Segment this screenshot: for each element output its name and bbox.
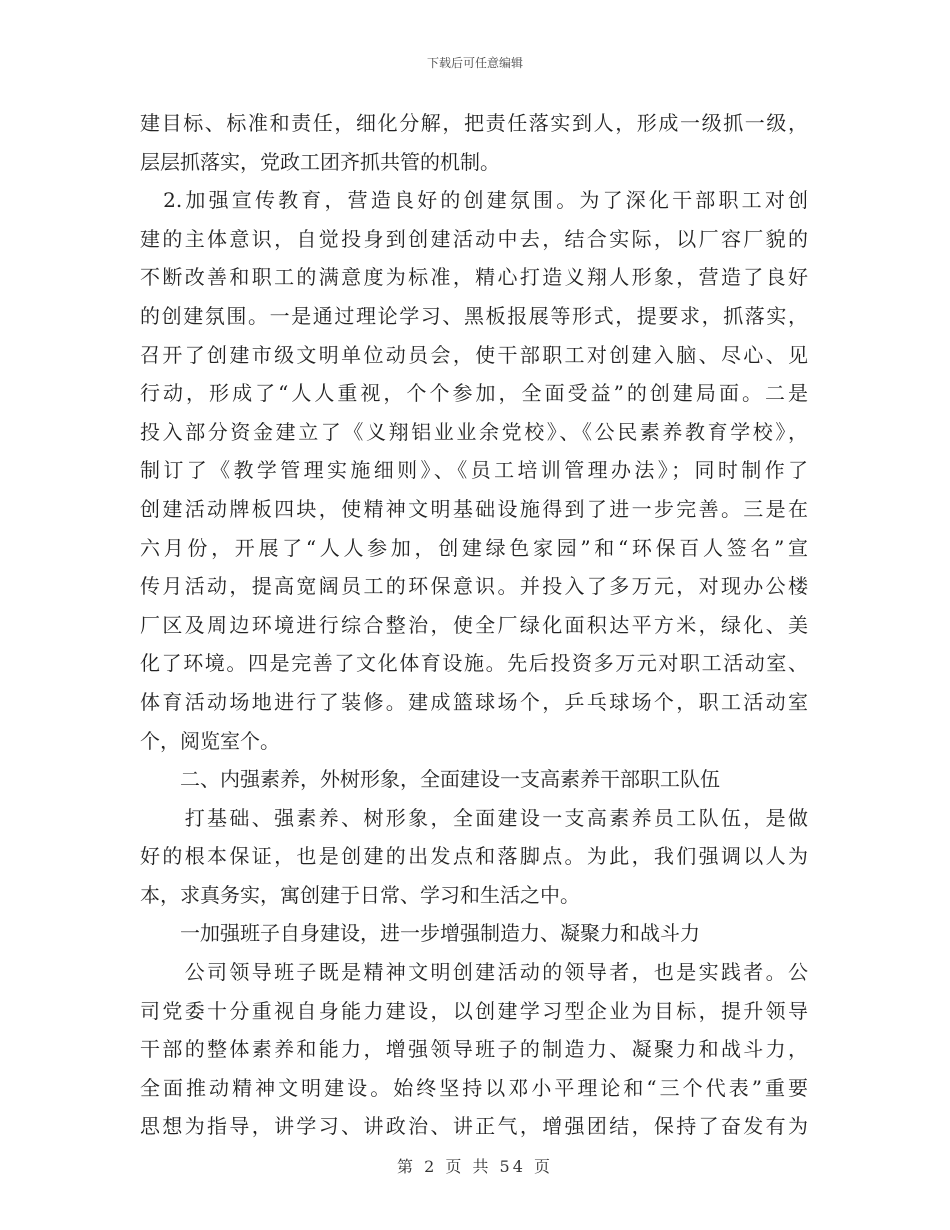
body-line: 好的根本保证，也是创建的出发点和落脚点。为此，我们强调以人为 — [140, 844, 808, 869]
body-line: 体育活动场地进行了装修。建成篮球场个，乒乓球场个，职工活动室 — [140, 689, 808, 714]
body-line: 二、内强素养，外树形象，全面建设一支高素养干部职工队伍 — [140, 767, 720, 792]
body-line: 公司领导班子既是精神文明创建活动的领导者，也是实践者。公 — [140, 960, 808, 985]
body-line: 本，求真务实，寓创建于日常、学习和生活之中。 — [140, 882, 580, 907]
body-line: 厂区及周边环境进行综合整治，使全厂绿化面积达平方米，绿化、美 — [140, 612, 808, 637]
body-line: 2.加强宣传教育，营造良好的创建氛围。为了深化干部职工对创 — [140, 188, 808, 213]
body-line: 建的主体意识，自觉投身到创建活动中去，结合实际，以厂容厂貌的 — [140, 226, 808, 251]
body-line: 一加强班子自身建设，进一步增强制造力、凝聚力和战斗力 — [140, 921, 700, 946]
body-line: 创建活动牌板四块，使精神文明基础设施得到了进一步完善。三是在 — [140, 496, 808, 521]
body-line: 召开了创建市级文明单位动员会，使干部职工对创建入脑、尽心、见 — [140, 342, 808, 367]
body-line: 建目标、标准和责任，细化分解，把责任落实到人，形成一级抓一级， — [140, 111, 808, 135]
body-line: 行动，形成了“人人重视，个个参加，全面受益”的创建局面。二是 — [140, 381, 808, 406]
body-line: 投入部分资金建立了《义翔铝业业余党校》、《公民素养教育学校》， — [140, 419, 808, 444]
body-line: 全面推动精神文明建设。始终坚持以邓小平理论和“三个代表”重要 — [140, 1075, 808, 1100]
body-line: 干部的整体素养和能力，增强领导班子的制造力、凝聚力和战斗力， — [140, 1037, 808, 1062]
body-line: 层层抓落实，党政工团齐抓共管的机制。 — [140, 149, 500, 174]
body-line: 司党委十分重视自身能力建设，以创建学习型企业为目标，提升领导 — [140, 998, 808, 1023]
page-footer: 第 2 页 共 54 页 — [397, 1157, 553, 1176]
document-body — [140, 104, 808, 1146]
body-line: 不断改善和职工的满意度为标准，精心打造义翔人形象，营造了良好 — [140, 265, 808, 290]
page-header: 下载后可任意编辑 — [426, 56, 523, 70]
body-line: 打基础、强素养、树形象，全面建设一支高素养员工队伍，是做 — [140, 805, 808, 830]
body-line: 个，阅览室个。 — [140, 728, 280, 753]
body-line: 传月活动，提高宽阔员工的环保意识。并投入了多万元，对现办公楼 — [140, 574, 808, 599]
body-line: 制订了《教学管理实施细则》、《员工培训管理办法》；同时制作了 — [140, 458, 808, 483]
body-line: 六月份，开展了“人人参加，创建绿色家园”和“环保百人签名”宣 — [140, 535, 808, 560]
body-line: 的创建氛围。一是通过理论学习、黑板报展等形式，提要求，抓落实， — [140, 303, 808, 328]
body-line: 思想为指导，讲学习、讲政治、讲正气，增强团结，保持了奋发有为 — [140, 1114, 808, 1139]
body-line: 化了环境。四是完善了文化体育设施。先后投资多万元对职工活动室、 — [140, 651, 808, 676]
